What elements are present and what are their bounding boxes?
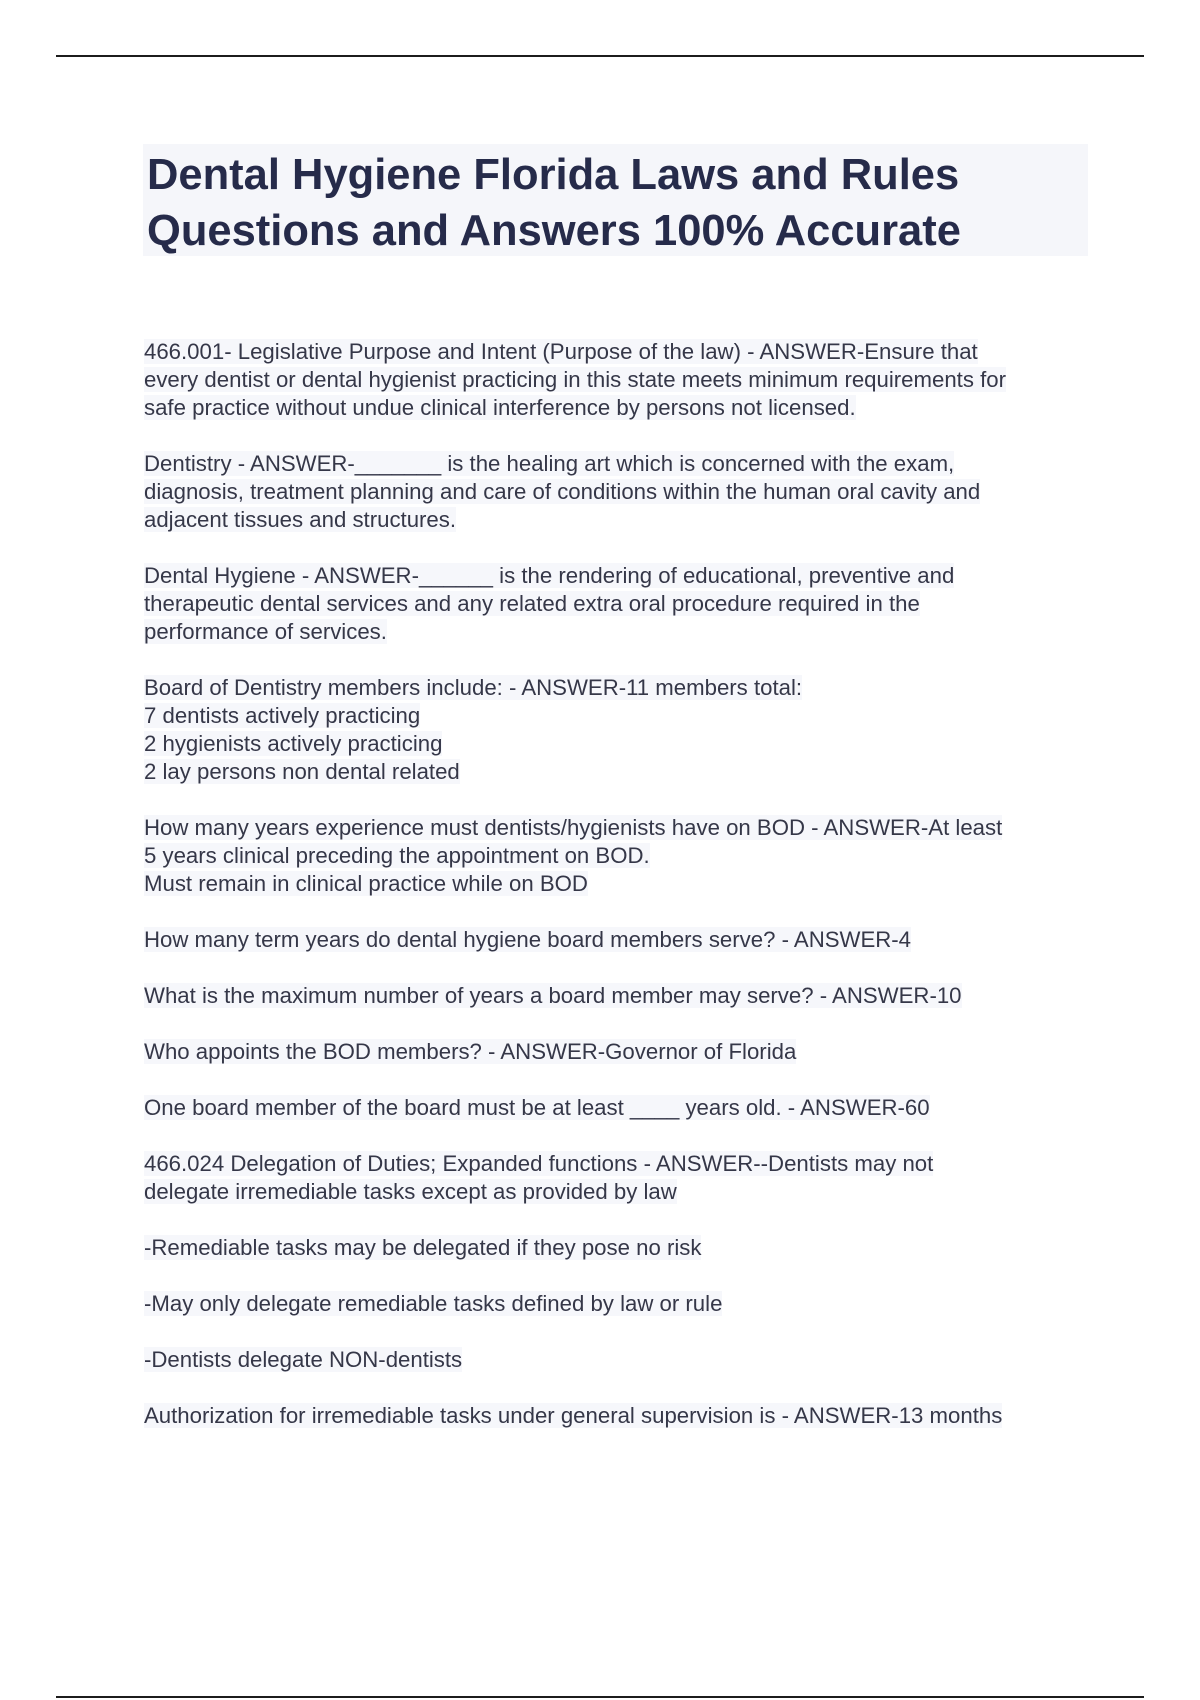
qa-entry-appoints (144, 1038, 1104, 1066)
title-line-1: Dental Hygiene Florida Laws and Rules (147, 151, 960, 199)
document-title (143, 144, 1088, 259)
text-line: every dentist or dental hygienist practicing in this state meets minimum requirements for (144, 367, 1006, 392)
text-line: How many years experience must dentists/hygienists have on BOD - ANSWER-At least (144, 815, 1003, 840)
qa-entry-delegation (144, 1150, 1104, 1206)
text-line: Authorization for irremediable tasks under general supervision is - ANSWER-13 months (144, 1403, 1003, 1428)
title-line-2: Questions and Answers 100% Accurate (147, 207, 961, 255)
qa-entry-remediable-risk (144, 1234, 1104, 1262)
text-line: -Remediable tasks may be delegated if they pose no risk (144, 1235, 702, 1260)
text-line: Must remain in clinical practice while on BOD (144, 871, 588, 896)
bottom-rule (56, 1696, 1144, 1698)
qa-entry-max-years (144, 982, 1104, 1010)
qa-entry-years-experience (144, 814, 1104, 898)
text-line: 5 years clinical preceding the appointment on BOD. (144, 843, 650, 868)
qa-list (144, 338, 1104, 1458)
text-line: Dentistry - ANSWER-_______ is the healing art which is concerned with the exam, (144, 451, 955, 476)
text-line: 7 dentists actively practicing (144, 703, 421, 728)
text-line: Dental Hygiene - ANSWER-______ is the rendering of educational, preventive and (144, 563, 955, 588)
text-line: performance of services. (144, 619, 387, 644)
text-line: safe practice without undue clinical interference by persons not licensed. (144, 395, 856, 420)
title-block (143, 144, 1088, 256)
qa-entry-dentistry (144, 450, 1104, 534)
qa-entry-board-members (144, 674, 1104, 786)
top-rule (56, 55, 1144, 57)
qa-entry-authorization (144, 1402, 1104, 1430)
qa-entry-legislative-purpose (144, 338, 1104, 422)
text-line: Board of Dentistry members include: - ANSWER-11 members total: (144, 675, 803, 700)
text-line: -Dentists delegate NON-dentists (144, 1347, 463, 1372)
text-line: 2 hygienists actively practicing (144, 731, 443, 756)
qa-entry-dental-hygiene (144, 562, 1104, 646)
text-line: One board member of the board must be at least ____ years old. - ANSWER-60 (144, 1095, 930, 1120)
text-line: delegate irremediable tasks except as provided by law (144, 1179, 677, 1204)
text-line: How many term years do dental hygiene board members serve? - ANSWER-4 (144, 927, 912, 952)
qa-entry-term-years (144, 926, 1104, 954)
text-line: 466.001- Legislative Purpose and Intent (Purpose of the law) - ANSWER-Ensure that (144, 339, 978, 364)
qa-entry-non-dentists (144, 1346, 1104, 1374)
qa-entry-remediable-defined (144, 1290, 1104, 1318)
text-line: therapeutic dental services and any related extra oral procedure required in the (144, 591, 920, 616)
text-line: diagnosis, treatment planning and care of conditions within the human oral cavity and (144, 479, 981, 504)
text-line: 2 lay persons non dental related (144, 759, 460, 784)
text-line: adjacent tissues and structures. (144, 507, 457, 532)
qa-entry-age (144, 1094, 1104, 1122)
text-line: What is the maximum number of years a board member may serve? - ANSWER-10 (144, 983, 962, 1008)
text-line: -May only delegate remediable tasks defined by law or rule (144, 1291, 723, 1316)
text-line: Who appoints the BOD members? - ANSWER-Governor of Florida (144, 1039, 797, 1064)
text-line: 466.024 Delegation of Duties; Expanded functions - ANSWER--Dentists may not (144, 1151, 934, 1176)
